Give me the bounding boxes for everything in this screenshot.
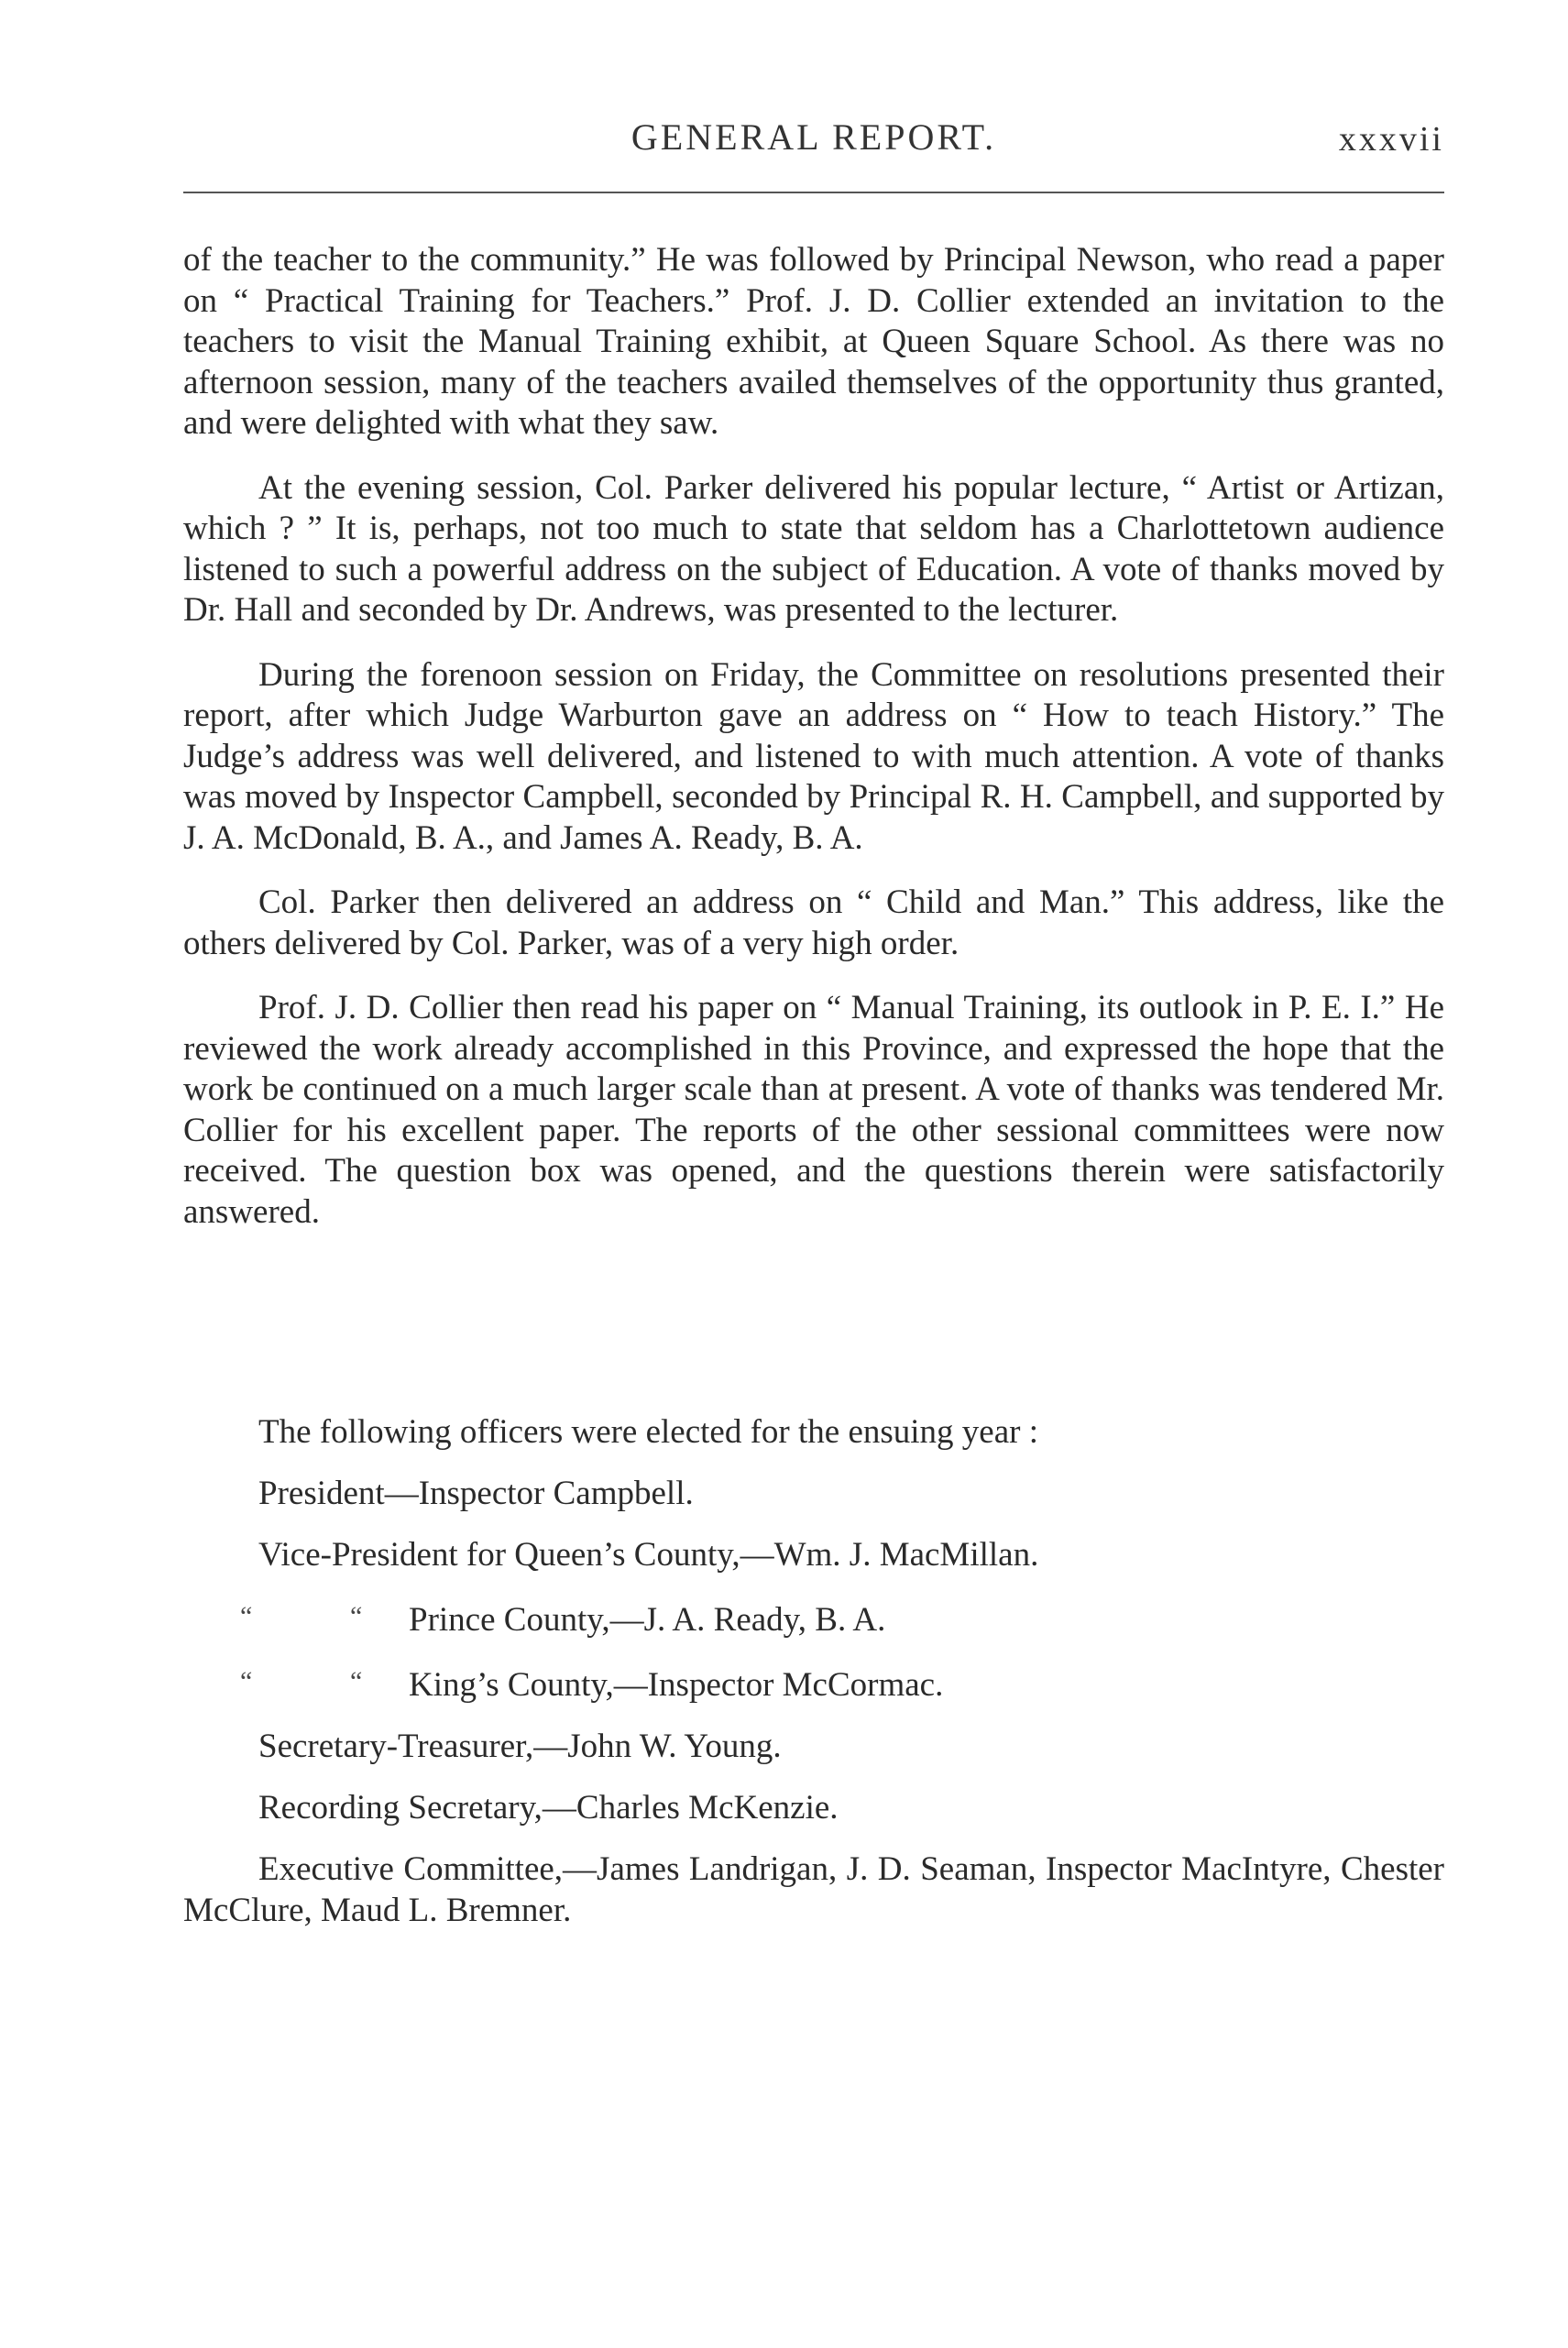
page-header [183,115,1444,180]
paragraph-manual-training: Prof. J. D. Collier then read his paper on “ Manual Training, its outlook in P. E. I.” He reviewed the work already accomplished in this Province, and expressed the hope that the work be continued on a much larger scale than at present. A vote of thanks was tendered Mr. Collier for his excellent paper. The reports of the other sessional committees were now received. The question box was opened, and the questions therein were satisfactorily answered. [183,989,1444,1231]
header-rule [183,192,1444,193]
ditto-mark: “ [350,1601,363,1631]
officers-intro: The following officers were elected for the ensuing year : [258,1413,1038,1451]
officer-president: President—Inspector Campbell. [258,1475,694,1512]
running-head: GENERAL REPORT. [630,116,997,158]
officer-secretary-treasurer: Secretary-Treasurer,—John W. Young. [258,1728,782,1765]
officer-recording-secretary: Recording Secretary,—Charles McKenzie. [258,1789,839,1827]
ditto-mark: “ [240,1666,253,1696]
page-number: xxxvii [1338,120,1444,159]
officer-vp-queens: Vice-President for Queen’s County,—Wm. J. MacMillan. [258,1536,1039,1574]
paragraph-friday-session: During the forenoon session on Friday, the Committee on resolutions presented their report, after which Judge Warburton gave an address on “ How to teach History.” The Judge’s address was well delivered, and listened to with much attention. A vote of thanks was moved by Inspector Campbell, seconded by Principal R. H. Campbell, and supported by J. A. McDonald, B. A., and James A. Ready, B. A. [183,655,1444,857]
officers-list [183,1411,1444,1931]
body-text [183,240,1444,1256]
officer-vp-prince [183,1596,1444,1640]
paragraph-child-and-man: Col. Parker then delivered an address on “ Child and Man.” This address, like the others delivered by Col. Parker, was of a very high order. [183,883,1444,962]
officer-vp-kings-text: King’s County,—Inspector McCormac. [409,1666,944,1704]
officer-vp-prince-text: Prince County,—J. A. Ready, B. A. [409,1601,886,1639]
paragraph-evening-session: At the evening session, Col. Parker delivered his popular lecture, “ Artist or Artizan, which ? ” It is, perhaps, not too much to state that seldom has a Charlottetown audience listened to such a powerful address on the subject of Education. A vote of thanks moved by Dr. Hall and seconded by Dr. Andrews, was presented to the lecturer. [183,468,1444,629]
officer-vp-kings [183,1661,1444,1706]
ditto-mark: “ [350,1666,363,1696]
paragraph-continuation: of the teacher to the community.” He was followed by Principal Newson, who read a paper on “ Practical Training for Teachers.” Prof. J. D. Collier extended an invitation to the teachers to visit the Manual Training exhibit, at Queen Square School. As there was no afternoon session, many of the teachers availed themselves of the opportunity thus granted, and were delighted with what they saw. [183,241,1444,442]
ditto-mark: “ [240,1601,253,1631]
officer-executive-committee: Executive Committee,—James Landrigan, J. D. Seaman, Inspector MacIntyre, Chester McClure, Maud L. Bremner. [183,1850,1444,1929]
